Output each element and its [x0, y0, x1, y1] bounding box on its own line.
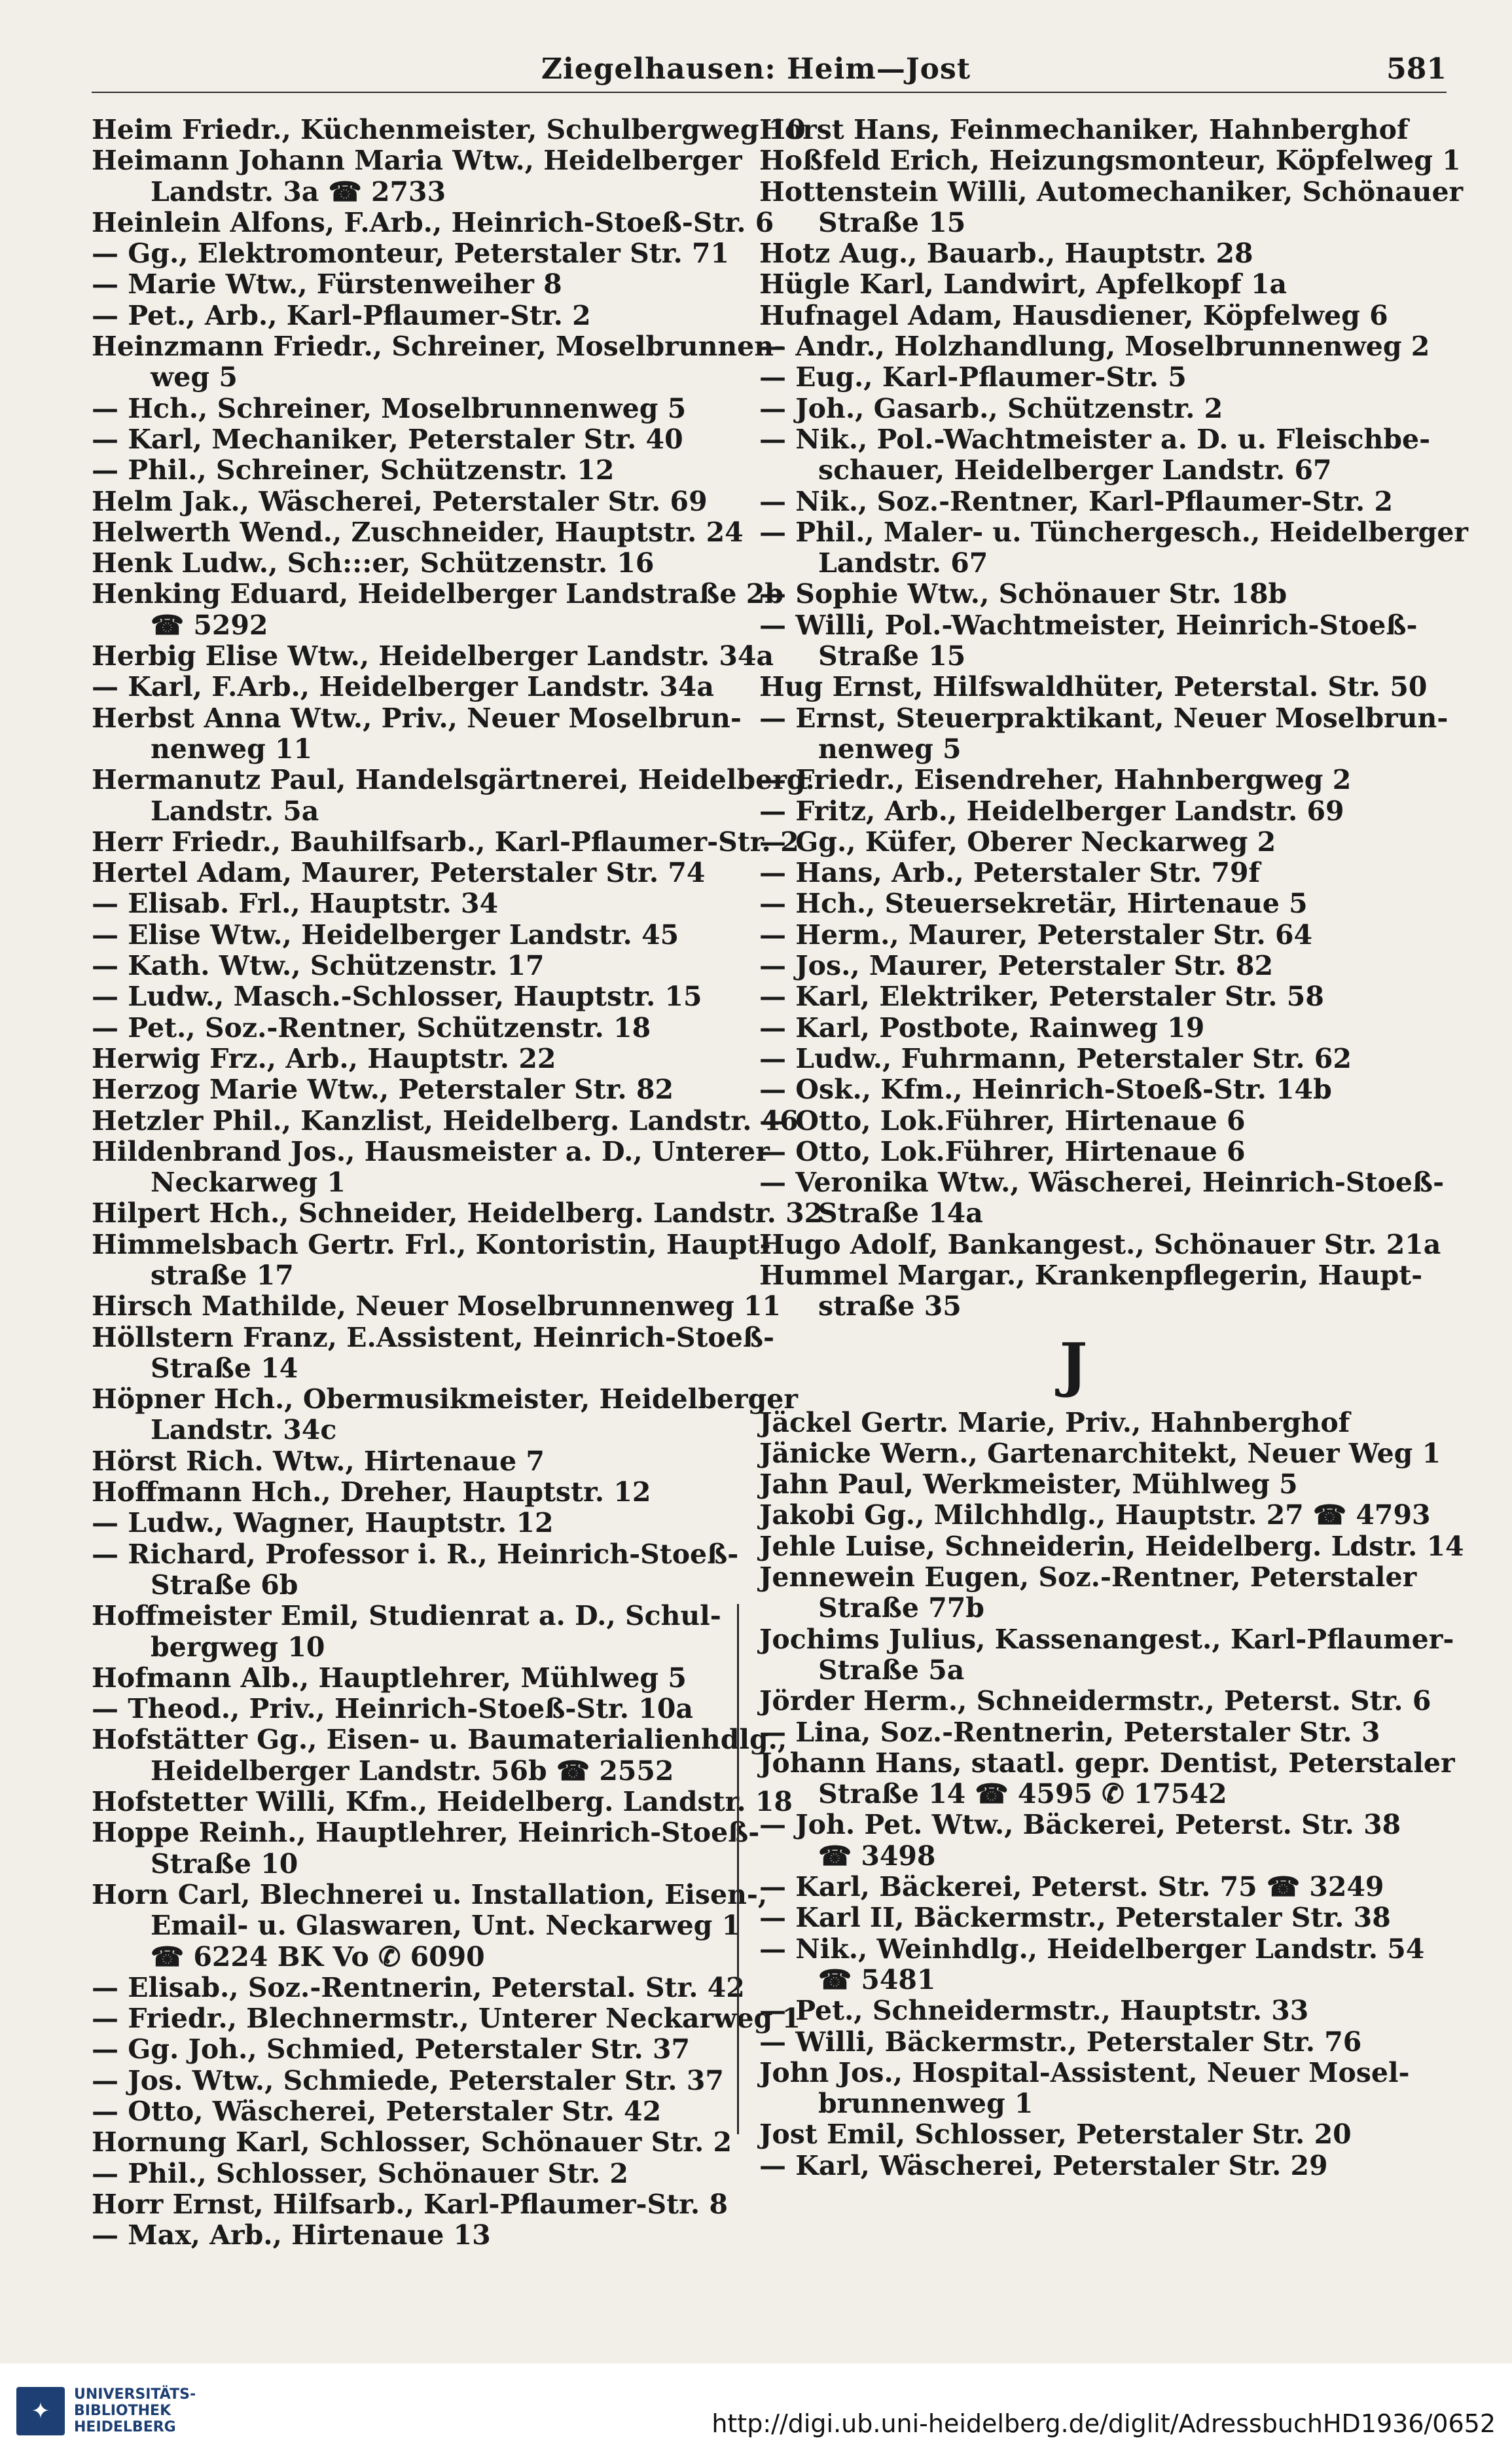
directory-entry-line: — Hans, Arb., Peterstaler Str. 79f [759, 857, 1261, 889]
directory-entry-line: Heinzmann Friedr., Schreiner, Moselbrunnen- [92, 331, 785, 363]
directory-entry-line: — Eug., Karl-Pflaumer-Str. 5 [759, 361, 1187, 393]
header-rule [92, 92, 1447, 93]
left-column [92, 114, 823, 2251]
directory-entry-line: Hertel Adam, Maurer, Peterstaler Str. 74 [92, 857, 706, 889]
directory-entry-line: Straße 14 ☎ 4595 ✆ 17542 [818, 1778, 1227, 1810]
directory-entry-line: — Nik., Soz.-Rentner, Karl-Pflaumer-Str. 2 [759, 485, 1394, 517]
directory-entry-line: — Hch., Steuersekretär, Hirtenaue 5 [759, 888, 1308, 920]
directory-entry-line: — Willi, Bäckermstr., Peterstaler Str. 76 [759, 2026, 1362, 2058]
directory-entry-line: Jänicke Wern., Gartenarchitekt, Neuer Weg 1 [759, 1437, 1441, 1469]
directory-entry-line: Landstr. 67 [818, 547, 988, 579]
directory-entry-line: Email- u. Glaswaren, Unt. Neckarweg 1 [151, 1910, 741, 1942]
directory-entry-line: Hofstetter Willi, Kfm., Heidelberg. Landstr. 18 [92, 1786, 793, 1818]
directory-entry-line: — Fritz, Arb., Heidelberger Landstr. 69 [759, 795, 1344, 827]
directory-entry-line: — Ludw., Fuhrmann, Peterstaler Str. 62 [759, 1042, 1352, 1074]
directory-entry-line: Jäckel Gertr. Marie, Priv., Hahnberghof [759, 1406, 1350, 1438]
directory-entry-line: — Otto, Lok.Führer, Hirtenaue 6 [759, 1135, 1246, 1167]
directory-entry-line: Helm Jak., Wäscherei, Peterstaler Str. 69 [92, 485, 708, 517]
directory-entry-line: Landstr. 34c [151, 1414, 337, 1446]
running-title: Ziegelhausen: Heim—Jost [541, 52, 971, 86]
directory-entry-line: — Willi, Pol.-Wachtmeister, Heinrich-Stoeß- [759, 609, 1418, 641]
section-letter: J [1059, 1330, 1088, 1400]
directory-entry-line: Hoffmann Hch., Dreher, Hauptstr. 12 [92, 1476, 651, 1508]
directory-entry-line: Herbst Anna Wtw., Priv., Neuer Moselbrun- [92, 702, 742, 734]
right-column-upper [759, 114, 1469, 1322]
page-number: 581 [1386, 52, 1447, 86]
directory-entry-line: — Nik., Weinhdlg., Heidelberger Landstr. 54 [759, 1933, 1425, 1965]
directory-entry-line: Hermanutz Paul, Handelsgärtnerei, Heidelberg. [92, 764, 815, 796]
directory-entry-line: — Elise Wtw., Heidelberger Landstr. 45 [92, 919, 679, 951]
directory-entry-line: — Karl, Mechaniker, Peterstaler Str. 40 [92, 423, 683, 455]
directory-entry-line: — Otto, Wäscherei, Peterstaler Str. 42 [92, 2096, 662, 2127]
directory-entry-line: — Friedr., Eisendreher, Hahnbergweg 2 [759, 764, 1352, 796]
right-column-lower [759, 1406, 1464, 2181]
directory-entry-line: Hottenstein Willi, Automechaniker, Schönauer [759, 175, 1464, 208]
directory-entry-line: Landstr. 3a ☎ 2733 [151, 175, 446, 208]
directory-entry-line: Landstr. 5a [151, 795, 319, 827]
directory-entry-line: Heimann Johann Maria Wtw., Heidelberger [92, 145, 742, 177]
directory-entry-line: — Pet., Soz.-Rentner, Schützenstr. 18 [92, 1011, 651, 1044]
directory-entry-line: — Karl, Postbote, Rainweg 19 [759, 1011, 1205, 1044]
directory-entry-line: Herr Friedr., Bauhilfsarb., Karl-Pflaumer-Str. 2 [92, 826, 799, 858]
directory-entry-line: — Karl, Wäscherei, Peterstaler Str. 29 [759, 2149, 1328, 2181]
column-divider [737, 1604, 739, 2134]
directory-entry-line: Herzog Marie Wtw., Peterstaler Str. 82 [92, 1074, 674, 1106]
directory-entry-line: — Herm., Maurer, Peterstaler Str. 64 [759, 919, 1313, 951]
directory-entry-line: Helwerth Wend., Zuschneider, Hauptstr. 24 [92, 516, 744, 548]
directory-entry-line: — Sophie Wtw., Schönauer Str. 18b [759, 578, 1287, 610]
directory-entry-line: schauer, Heidelberger Landstr. 67 [818, 454, 1332, 486]
directory-entry-line: Straße 15 [818, 640, 966, 672]
directory-entry-line: Straße 10 [151, 1847, 298, 1880]
directory-entry-line: — Gg., Küfer, Oberer Neckarweg 2 [759, 826, 1276, 858]
directory-entry-line: Hofmann Alb., Hauptlehrer, Mühlweg 5 [92, 1662, 687, 1694]
directory-entry-line: straße 17 [151, 1259, 294, 1291]
directory-entry-line: Straße 14a [818, 1197, 983, 1229]
directory-entry-line: — Pet., Schneidermstr., Hauptstr. 33 [759, 1995, 1309, 2027]
directory-entry-line: — Richard, Professor i. R., Heinrich-Stoeß- [92, 1538, 739, 1570]
directory-entry-line: — Hch., Schreiner, Moselbrunnenweg 5 [92, 392, 687, 424]
directory-entry-line: Jakobi Gg., Milchhdlg., Hauptstr. 27 ☎ 4793 [759, 1499, 1431, 1531]
directory-entry-line: Horr Ernst, Hilfsarb., Karl-Pflaumer-Str. 8 [92, 2188, 729, 2220]
directory-entry-line: Straße 15 [818, 206, 966, 238]
directory-entry-line: Hörst Rich. Wtw., Hirtenaue 7 [92, 1445, 545, 1477]
directory-entry-line: Hügle Karl, Landwirt, Apfelkopf 1a [759, 268, 1287, 300]
directory-entry-line: — Gg., Elektromonteur, Peterstaler Str. 71 [92, 238, 730, 270]
directory-entry-line: Straße 5a [818, 1654, 965, 1686]
directory-entry-line: brunnenweg 1 [818, 2088, 1034, 2120]
logo-line: HEIDELBERG [74, 2419, 176, 2435]
directory-entry-line: Heidelberger Landstr. 56b ☎ 2552 [151, 1755, 674, 1787]
directory-entry-line: Hugo Adolf, Bankangest., Schönauer Str. 21a [759, 1228, 1441, 1260]
directory-entry-line: bergweg 10 [151, 1631, 325, 1663]
directory-entry-line: Jochims Julius, Kassenangest., Karl-Pflaumer- [759, 1623, 1454, 1655]
directory-entry-line: ☎ 5481 [818, 1963, 936, 1995]
directory-entry-line: Johann Hans, staatl. gepr. Dentist, Peterstaler [759, 1747, 1455, 1779]
directory-entry-line: Jörder Herm., Schneidermstr., Peterst. Str. 6 [759, 1685, 1431, 1717]
directory-entry-line: — Osk., Kfm., Heinrich-Stoeß-Str. 14b [759, 1074, 1332, 1106]
library-logo[interactable] [16, 2386, 196, 2435]
directory-entry-line: — Veronika Wtw., Wäscherei, Heinrich-Stoeß- [759, 1167, 1445, 1199]
directory-entry-line: Hildenbrand Jos., Hausmeister a. D., Unterer [92, 1135, 770, 1167]
directory-entry-line: — Joh. Pet. Wtw., Bäckerei, Peterst. Str. 38 [759, 1809, 1401, 1841]
directory-entry-line: nenweg 11 [151, 733, 313, 765]
directory-entry-line: — Otto, Lok.Führer, Hirtenaue 6 [759, 1104, 1246, 1137]
directory-entry-line: Hotz Aug., Bauarb., Hauptstr. 28 [759, 238, 1253, 270]
directory-entry-line: nenweg 5 [818, 733, 962, 765]
directory-entry-line: Heinlein Alfons, F.Arb., Heinrich-Stoeß-Str. 6 [92, 206, 774, 238]
directory-entry-line: — Ernst, Steuerpraktikant, Neuer Moselbrun- [759, 702, 1449, 734]
right-column [759, 114, 1469, 2181]
directory-entry-line: Jost Emil, Schlosser, Peterstaler Str. 20 [759, 2119, 1352, 2151]
directory-entry-line: Hoffmeister Emil, Studienrat a. D., Schul- [92, 1600, 721, 1632]
directory-entry-line: Hummel Margar., Krankenpflegerin, Haupt- [759, 1259, 1423, 1291]
directory-entry-line: — Gg. Joh., Schmied, Peterstaler Str. 37 [92, 2033, 691, 2066]
directory-entry-line: — Ludw., Masch.-Schlosser, Hauptstr. 15 [92, 981, 702, 1013]
directory-entry-line: — Karl, Elektriker, Peterstaler Str. 58 [759, 981, 1324, 1013]
logo-line: BIBLIOTHEK [74, 2403, 171, 2419]
directory-entry-line: Henking Eduard, Heidelberger Landstraße 2b [92, 578, 783, 610]
directory-entry-line: Hirsch Mathilde, Neuer Moselbrunnenweg 11 [92, 1290, 781, 1322]
directory-entry-line: — Ludw., Wagner, Hauptstr. 12 [92, 1507, 554, 1539]
directory-entry-line: Straße 77b [818, 1592, 984, 1624]
directory-entry-line: — Nik., Pol.-Wachtmeister a. D. u. Fleischbe- [759, 423, 1431, 455]
directory-entry-line: Horst Hans, Feinmechaniker, Hahnberghof [759, 114, 1409, 145]
logo-line: UNIVERSITÄTS- [74, 2386, 196, 2403]
directory-entry-line: — Lina, Soz.-Rentnerin, Peterstaler Str. 3 [759, 1716, 1380, 1748]
directory-entry-line: Straße 14 [151, 1352, 298, 1384]
directory-entry-line: — Karl II, Bäckermstr., Peterstaler Str. 38 [759, 1902, 1391, 1934]
directory-entry-line: — Phil., Maler- u. Tünchergesch., Heidelberger [759, 516, 1469, 548]
directory-entry-line: — Andr., Holzhandlung, Moselbrunnenweg 2 [759, 331, 1430, 363]
directory-entry-line: — Karl, Bäckerei, Peterst. Str. 75 ☎ 3249 [759, 1871, 1384, 1903]
directory-entry-line: Neckarweg 1 [151, 1167, 346, 1199]
directory-entry-line: — Kath. Wtw., Schützenstr. 17 [92, 950, 545, 982]
directory-entry-line: — Phil., Schreiner, Schützenstr. 12 [92, 454, 615, 486]
source-url-link[interactable]: http://digi.ub.uni-heidelberg.de/diglit/AdressbuchHD1936/0652 [711, 2409, 1496, 2438]
directory-entry-line: — Jos., Maurer, Peterstaler Str. 82 [759, 950, 1274, 982]
directory-entry-line: ☎ 5292 [151, 609, 268, 641]
directory-entry-line: Höpner Hch., Obermusikmeister, Heidelberger [92, 1383, 798, 1415]
directory-entry-line: Straße 6b [151, 1569, 298, 1601]
directory-entry-line: — Joh., Gasarb., Schützenstr. 2 [759, 392, 1223, 424]
directory-entry-line: Hoßfeld Erich, Heizungsmonteur, Köpfelweg 1 [759, 145, 1461, 177]
directory-entry-line: — Elisab., Soz.-Rentnerin, Peterstal. Str. 42 [92, 1971, 745, 2003]
directory-entry-line: ☎ 6224 BK Vo ✆ 6090 [151, 1940, 485, 1973]
directory-entry-line: — Theod., Priv., Heinrich-Stoeß-Str. 10a [92, 1693, 693, 1725]
directory-entry-line: weg 5 [151, 361, 238, 393]
directory-entry-line: — Jos. Wtw., Schmiede, Peterstaler Str. 37 [92, 2064, 724, 2096]
directory-entry-line: Hug Ernst, Hilfswaldhüter, Peterstal. Str. 50 [759, 671, 1428, 703]
page-header [0, 39, 1512, 105]
directory-entry-line: — Phil., Schlosser, Schönauer Str. 2 [92, 2157, 628, 2189]
directory-entry-line: — Max, Arb., Hirtenaue 13 [92, 2219, 491, 2251]
directory-entry-line: — Pet., Arb., Karl-Pflaumer-Str. 2 [92, 299, 591, 331]
directory-entry-line: Henk Ludw., Sch:::er, Schützenstr. 16 [92, 547, 655, 579]
directory-entry-line: Hilpert Hch., Schneider, Heidelberg. Landstr. 32 [92, 1197, 823, 1229]
directory-entry-line: Hofstätter Gg., Eisen- u. Baumaterialienhdlg., [92, 1724, 787, 1756]
directory-entry-line: Hornung Karl, Schlosser, Schönauer Str. 2 [92, 2126, 732, 2158]
directory-entry-line: Himmelsbach Gertr. Frl., Kontoristin, Haupt- [92, 1228, 771, 1260]
directory-entry-line: Hetzler Phil., Kanzlist, Heidelberg. Landstr. 46 [92, 1104, 799, 1137]
directory-entry-line: Jennewein Eugen, Soz.-Rentner, Peterstaler [759, 1561, 1417, 1593]
directory-entry-line: — Karl, F.Arb., Heidelberger Landstr. 34a [92, 671, 714, 703]
library-seal-icon: ✦ [16, 2387, 65, 2435]
directory-entry-line: Höllstern Franz, E.Assistent, Heinrich-Stoeß- [92, 1321, 775, 1353]
directory-entry-line: Jahn Paul, Werkmeister, Mühlweg 5 [759, 1468, 1298, 1501]
logo-text [74, 2386, 196, 2435]
directory-entry-line: straße 35 [818, 1290, 962, 1322]
footer [0, 2363, 1512, 2457]
directory-entry-line: John Jos., Hospital-Assistent, Neuer Mosel- [759, 2056, 1410, 2088]
directory-entry-line: Heim Friedr., Küchenmeister, Schulbergweg 10 [92, 114, 806, 145]
directory-entry-line: Horn Carl, Blechnerei u. Installation, Eisen-, [92, 1878, 768, 1910]
directory-entry-line: Herwig Frz., Arb., Hauptstr. 22 [92, 1042, 556, 1074]
directory-entry-line: — Friedr., Blechnermstr., Unterer Neckarweg 1 [92, 2003, 801, 2035]
directory-entry-line: — Marie Wtw., Fürstenweiher 8 [92, 268, 562, 300]
directory-entry-line: ☎ 3498 [818, 1840, 936, 1872]
directory-entry-line: Jehle Luise, Schneiderin, Heidelberg. Ldstr. 14 [759, 1530, 1464, 1562]
directory-entry-line: Hoppe Reinh., Hauptlehrer, Heinrich-Stoeß- [92, 1817, 760, 1849]
directory-entry-line: Herbig Elise Wtw., Heidelberger Landstr. 34a [92, 640, 774, 672]
directory-entry-line: Hufnagel Adam, Hausdiener, Köpfelweg 6 [759, 299, 1388, 331]
directory-entry-line: — Elisab. Frl., Hauptstr. 34 [92, 888, 499, 920]
